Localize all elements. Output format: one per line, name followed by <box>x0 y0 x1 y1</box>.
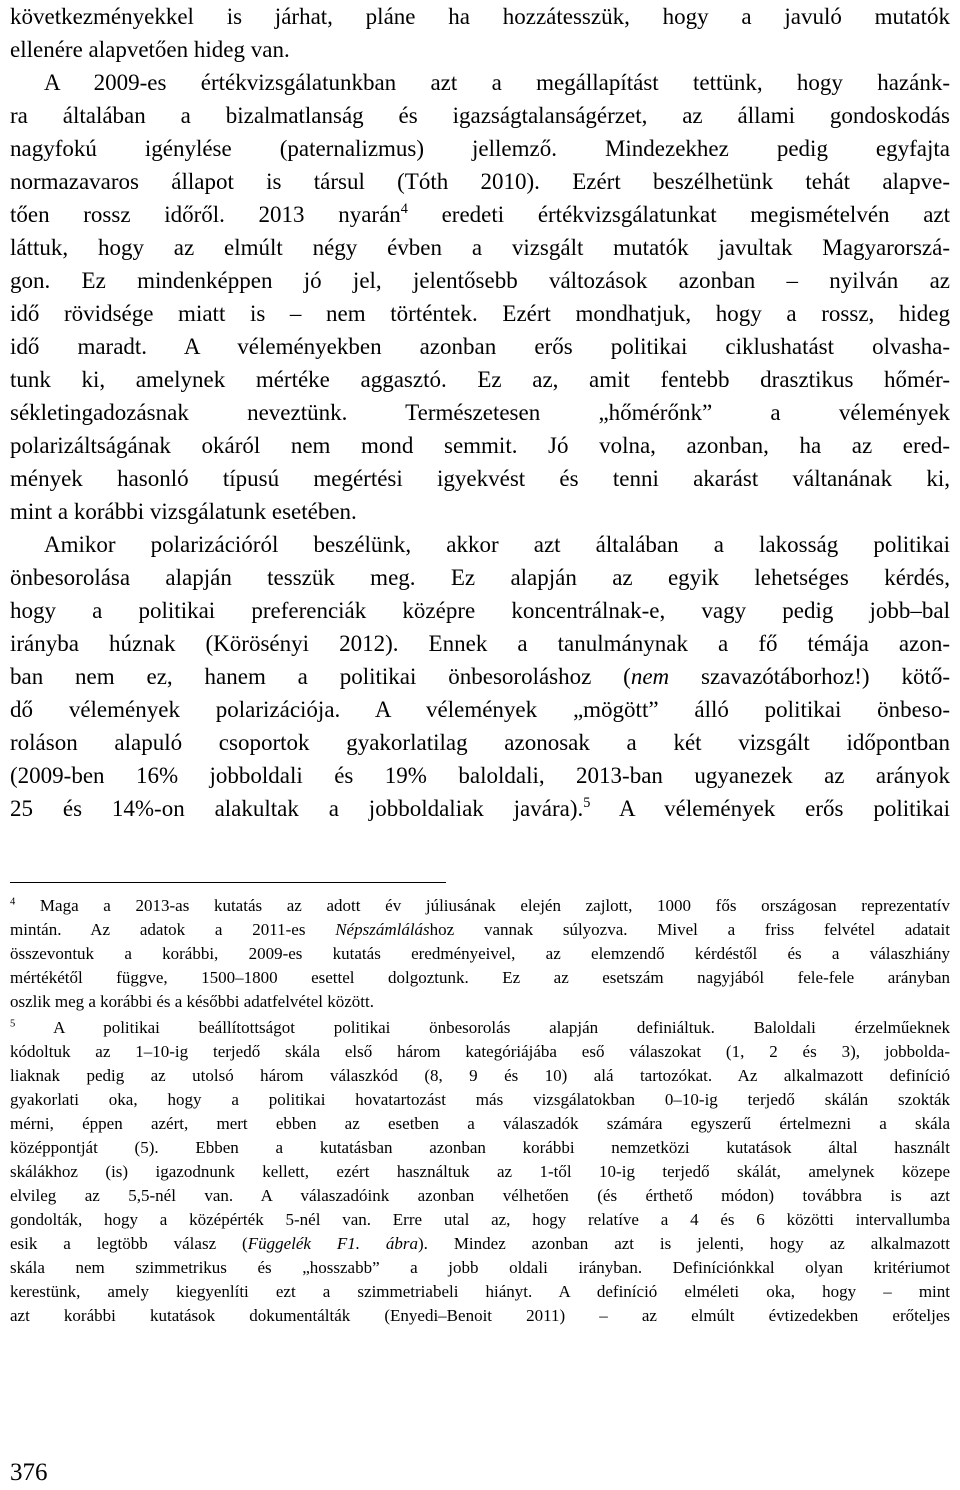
footnote-line: oszlik meg a korábbi és a későbbi adatfelvétel között. <box>10 992 374 1011</box>
page-number: 376 <box>10 1459 48 1486</box>
footnote-line: azt korábbi kutatások dokumentálták (Enyedi–Benoit 2011) – az elmúlt évtizedekben erőteljes <box>10 1306 950 1325</box>
text-span: A vélemények erős politikai <box>590 796 951 821</box>
text-span: ban nem ez, hanem a politikai önbesoroláshoz ( <box>10 664 631 689</box>
body-line: láttuk, hogy az elmúlt négy évben a vizsgált mutatók javultak Magyarorszá- <box>10 235 950 260</box>
body-line: sékletingadozásnak neveztünk. Természetesen „hőmérőnk” a vélemények <box>10 400 950 425</box>
body-line: következményekkel is járhat, pláne ha hozzátesszük, hogy a javuló mutatók <box>10 4 950 29</box>
text-span: szavazótáborhoz!) kötő- <box>669 664 950 689</box>
body-line: A 2009-es értékvizsgálatunkban azt a megállapítást tettünk, hogy hazánk- <box>44 70 950 95</box>
footnote-5 <box>10 1016 950 1040</box>
body-line <box>10 792 950 825</box>
footnote-line: skálákhoz (is) igazodnunk kellett, ezért használtuk az 1-től 10-ig terjedő skálát, amelynek közepe <box>10 1162 950 1181</box>
body-line: normazavaros állapot is társul (Tóth 2010). Ezért beszélhetünk tehát alapve- <box>10 169 950 194</box>
body-line: roláson alapuló csoportok gyakorlatilag azonosak a két vizsgált időpontban <box>10 730 950 755</box>
footnote-line <box>10 1232 950 1256</box>
text-span: mintán. Az adatok a 2011-es <box>10 920 336 939</box>
body-line: polarizáltságának okáról nem mond semmit. Jó volna, azonban, ha az ered- <box>10 433 950 458</box>
text-span: esik a legtöbb válasz ( <box>10 1234 248 1253</box>
body-line: gon. Ez mindenképpen jó jel, jelentősebb változások azonban – nyilván az <box>10 268 950 293</box>
emphasis: Népszámlálás <box>335 920 430 939</box>
footnote-line: gondolták, hogy a középérték 5-nél van. Erre utal az, hogy relatíve a 4 és 6 közötti intervallumba <box>10 1210 950 1229</box>
body-line <box>10 660 950 693</box>
footnote-number: 5 <box>10 1018 16 1030</box>
footnote-ref-4[interactable]: 4 <box>400 201 408 218</box>
footnote-line: összevontuk a korábbi, 2009-es kutatás eredményeivel, az elemzendő kérdéstől és a válaszhiány <box>10 944 950 963</box>
footnote-line: mérni, éppen azért, mert ebben az esetben a válaszadók számára egyszerű értelmezni a skála <box>10 1114 950 1133</box>
body-line: idő rövidsége miatt is – nem történtek. Ezért mondhatjuk, hogy a rossz, hideg <box>10 301 950 326</box>
body-line: nagyfokú igénylése (paternalizmus) jellemző. Mindezekhez pedig egyfajta <box>10 136 950 161</box>
footnote-line: liaknak pedig az utolsó három válaszkód (8, 9 és 10) alá tartozókat. Az alkalmazott definíció <box>10 1066 950 1085</box>
body-line: ellenére alapvetően hideg van. <box>10 37 290 62</box>
body-line: ra általában a bizalmatlanság és igazságtalanságérzet, az állami gondoskodás <box>10 103 950 128</box>
footnote-number: 4 <box>10 896 16 908</box>
body-line: mint a korábbi vizsgálatunk esetében. <box>10 499 357 524</box>
footnote-line: mértékétől függve, 1500–1800 esettel dolgoztunk. Ez az esetszám nagyjából fele-fele arányban <box>10 968 950 987</box>
footnote-4 <box>10 894 950 918</box>
body-line: mények hasonló típusú megértési igyekvést és tenni akarást váltanának ki, <box>10 466 950 491</box>
footnote-line: skála nem szimmetrikus és „hosszabb” a jobb oldali irányban. Definíciónkkal olyan kritériumot <box>10 1258 950 1277</box>
body-line: irányba húznak (Körösényi 2012). Ennek a tanulmánynak a fő témája azon- <box>10 631 950 656</box>
body-line <box>10 198 950 231</box>
footnote-line: kerestünk, amely kiegyenlíti ezt a szimmetriabeli hiányt. A definíció elméleti oka, hogy – mint <box>10 1282 950 1301</box>
text-span: ). Mindez azonban azt is jelenti, hogy az alkalmazott <box>418 1234 950 1253</box>
body-line: Amikor polarizációról beszélünk, akkor azt általában a lakosság politikai <box>44 532 950 557</box>
body-line: idő maradt. A véleményekben azonban erős politikai ciklushatást olvasha- <box>10 334 950 359</box>
footnote-line: elvileg az 5,5-nél van. A válaszadóink azonban vélhetően (és érthető módon) továbbra is azt <box>10 1186 950 1205</box>
text-span: tően rossz időről. 2013 nyarán <box>10 202 401 227</box>
footnote-ref-5[interactable]: 5 <box>583 795 591 812</box>
text-span: hoz vannak súlyozva. Mivel a friss felvétel adatait <box>429 920 950 939</box>
body-line: hogy a politikai preferenciák középre koncentrálnak-e, vagy pedig jobb–bal <box>10 598 950 623</box>
footnote-separator <box>10 882 446 883</box>
emphasis: Függelék F1. ábra <box>247 1234 418 1253</box>
text-span: eredeti értékvizsgálatunkat megismételvén azt <box>407 202 950 227</box>
text-span: 25 és 14%-on alakultak a jobboldaliak javára). <box>10 796 584 821</box>
body-line: dő vélemények polarizációja. A vélemények „mögött” álló politikai önbeso- <box>10 697 950 722</box>
body-line: tunk ki, amelynek mértéke aggasztó. Ez az, amit fentebb drasztikus hőmér- <box>10 367 950 392</box>
body-line: önbesorolása alapján tesszük meg. Ez alapján az egyik lehetséges kérdés, <box>10 565 950 590</box>
footnote-line: középpontját (5). Ebben a kutatásban azonban korábbi nemzetközi kutatások által használt <box>10 1138 950 1157</box>
text-span: Maga a 2013-as kutatás az adott év júliusának elején zajlott, 1000 fős országosan reprezentatív <box>39 896 950 915</box>
body-line: (2009-ben 16% jobboldali és 19% baloldali, 2013-ban ugyanezek az arányok <box>10 763 950 788</box>
footnote-line: kódoltuk az 1–10-ig terjedő skála első három kategóriájába eső válaszokat (1, 2 és 3), jobbolda- <box>10 1042 950 1061</box>
text-span: A politikai beállítottságot politikai önbesorolás alapján definiáltuk. Baloldali érzelműeknek <box>53 1018 950 1037</box>
emphasis: nem <box>630 664 670 689</box>
footnote-line: gyakorlati oka, hogy a politikai hovatartozást más vizsgálatokban 0–10-ig terjedő skálán szokták <box>10 1090 950 1109</box>
footnote-line <box>10 918 950 942</box>
